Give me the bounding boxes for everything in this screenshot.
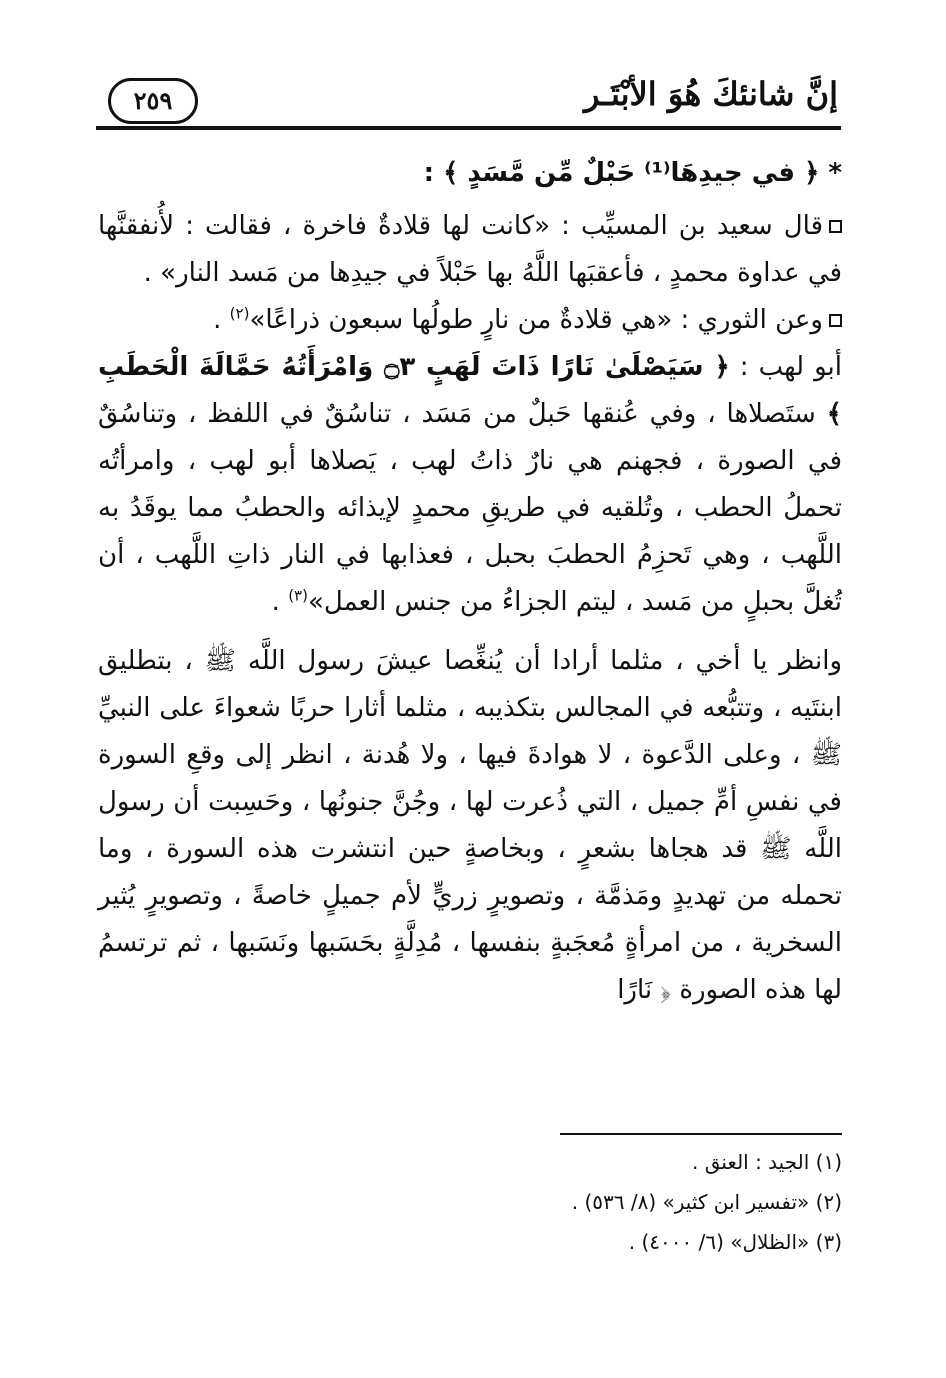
quote-ibn-musayyib <box>98 203 842 297</box>
quran-verse: ﴿ سَيَصْلَىٰ نَارًا ذَاتَ لَهَبٍ ۝٣ وَامْرَأَتُهُ حَمَّالَةَ الْحَطَبِ ﴾ <box>98 352 843 429</box>
footnotes <box>400 1142 842 1262</box>
square-bullet-icon <box>829 220 842 233</box>
footnote-separator <box>560 1133 842 1135</box>
footnote-ref-3: (٣) <box>288 586 308 605</box>
paragraph-abu-lahab: أبو لهب : ﴿ سَيَصْلَىٰ نَارًا ذَاتَ لَهَبٍ ۝٣ وَامْرَأَتُهُ حَمَّالَةَ الْحَطَبِ ﴾ ستَصلاها ، وفي عُنقها حَبلٌ من مَسَد ، تناسُقٌ في اللفظ ، وتناسُقٌ في الصورة ، فجهنم هي نارٌ ذاتُ لهب ، يَصلاها أبو لهب ، وامرأتُه تحملُ الحطب ، وتُلقيه في طريقِ محمدٍ لإيذائه والحطبُ مما يوقَدُ به اللَّهب ، وهي تَحزِمُ الحطبَ بحبل ، فعذابها في النار ذاتِ اللَّهب ، أن تُغلَّ بحبلٍ من مَسد ، ليتم الجزاءُ من جنس العمل»$^{(٣)}$ . <box>98 352 843 617</box>
footnote-1: (١) الجيد : العنق . <box>692 1150 842 1174</box>
square-bullet-icon <box>829 314 842 327</box>
section-heading: * ﴿ في جيدِهَا⁽¹⁾ حَبْلٌ مِّن مَّسَدٍ ﴾ : <box>423 158 842 188</box>
paragraph-umm-jamil: وانظر يا أخي ، مثلما أرادا أن يُنغِّصا عيشَ رسول اللَّه ﷺ ، بتطليق ابنتَيه ، وتتبُّعه في المجالس بتكذيبه ، مثلما أثارا حربًا شعواءَ على النبيِّ ﷺ ، وعلى الدَّعوة ، لا هوادةَ فيها ، ولا هُدنة ، انظر إلى وقعِ السورة في نفسِ أمِّ جميل ، التي ذُعرت لها ، وجُنَّ جنونُها ، وحَسِبت أن رسول اللَّه ﷺ قد هجاها بشعرٍ ، وبخاصةٍ حين انتشرت هذه السورة ، وما تحمله من تهديدٍ ومَذمَّة ، وتصويرٍ زريٍّ لأم جميلٍ خاصةً ، وتصويرٍ يُثير السخرية ، من امرأةٍ مُعجَبةٍ بنفسها ، مُدِلَّةٍ بحَسَبها ونَسَبها ، ثم ترتسمُ لها هذه الصورة ﴿ نَارًا <box>98 646 842 1005</box>
main-text <box>98 150 842 1014</box>
page-number-badge: ٢٥٩ <box>108 78 198 124</box>
quote-thawri: وعن الثوري : «هي قلادةٌ من نارٍ طولُها سبعون ذراعًا»$^{(٢)}$ . <box>98 297 842 344</box>
footnote-ref-2: (٢) <box>229 304 250 323</box>
header-rule <box>96 126 841 130</box>
quote-ibn-musayyib-text: قال سعيد بن المسيِّب : «كانت لها قلادةٌ فاخرة ، فقالت : لأُنفقنَّها في عداوة محمدٍ ، فأعقبَها اللَّهُ بها حَبْلاً في جيدِها من مَسد النار» . <box>98 211 842 288</box>
quote-thawri-text: وعن الثوري : «هي قلادةٌ من نارٍ طولُها سبعون ذراعًا» <box>249 305 823 335</box>
footnote-2: (٢) «تفسير ابن كثير» (٨/ ٥٣٦) . <box>571 1190 842 1214</box>
footnote-3: (٣) «الظلال» (٦/ ٤٠٠٠) . <box>628 1230 842 1254</box>
running-header-title: إنَّ شانئكَ هُوَ الأبْتَـر <box>583 75 838 113</box>
abu-lahab-label: أبو لهب : <box>739 352 842 382</box>
paragraph-abu-lahab-text: ستَصلاها ، وفي عُنقها حَبلٌ من مَسَد ، تناسُقٌ في اللفظ ، وتناسُقٌ في الصورة ، فجهنم هي نارٌ ذاتُ لهب ، يَصلاها أبو لهب ، وامرأتُه تحملُ الحطب ، وتُلقيه في طريقِ محمدٍ لإيذائه والحطبُ مما يوقَدُ به اللَّهب ، وهي تَحزِمُ الحطبَ بحبل ، فعذابها في النار ذاتِ اللَّهب ، أن تُغلَّ بحبلٍ من مَسد ، ليتم الجزاءُ من جنس العمل» <box>98 399 842 617</box>
